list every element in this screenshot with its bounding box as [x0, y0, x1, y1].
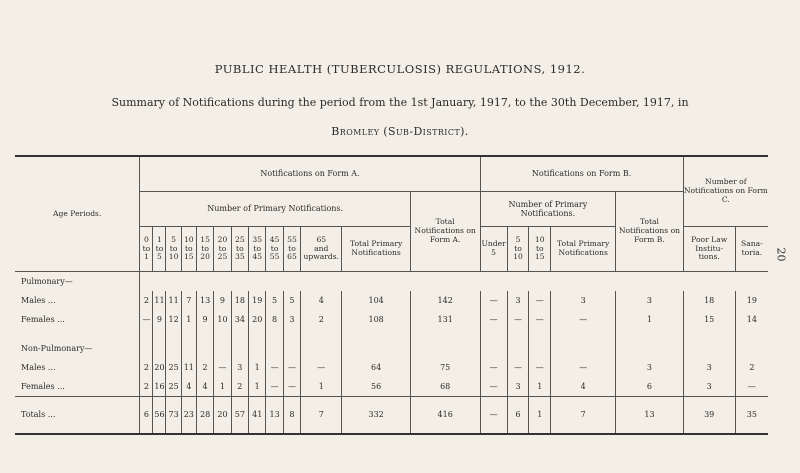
table-cell: 9: [196, 310, 213, 329]
table-cell: —: [507, 358, 529, 377]
header-primary-b: Number of Primary Notifications.: [480, 192, 616, 227]
table-cell: —: [140, 310, 153, 329]
table-cell: 3: [283, 310, 300, 329]
table-cell: 9: [214, 291, 231, 310]
table-cell: 18: [683, 291, 735, 310]
table-cell: 2: [140, 291, 153, 310]
table-cell: 142: [410, 291, 480, 310]
header-age-a-10: 65 and upwards.: [301, 227, 342, 272]
table-cell: 13: [616, 397, 683, 435]
header-age-b-0: Under 5: [480, 227, 507, 272]
row-label: Males ...: [15, 358, 140, 377]
table-row: [15, 377, 768, 397]
spacer-row: [15, 329, 768, 339]
table-cell: 75: [410, 358, 480, 377]
table-cell: 2: [140, 377, 153, 397]
table-cell: 8: [266, 310, 283, 329]
table-cell: —: [551, 358, 616, 377]
table-cell: —: [214, 358, 231, 377]
row-label: Totals ...: [15, 397, 140, 435]
table-cell: 3: [231, 358, 248, 377]
table-cell: 1: [616, 310, 683, 329]
table-cell: 2: [301, 310, 342, 329]
page-number: 20: [774, 247, 788, 262]
table-cell: 64: [342, 358, 410, 377]
table-cell: 2: [196, 358, 213, 377]
header-total-primary-b: Total Primary Notifications: [551, 227, 616, 272]
table-cell: 1: [249, 377, 266, 397]
table-cell: 416: [410, 397, 480, 435]
header-age-b-2: 10 to 15: [529, 227, 551, 272]
header-age-a-5: 20 to 25: [214, 227, 231, 272]
table-cell: 6: [140, 397, 153, 435]
table-cell: 14: [735, 310, 768, 329]
table-cell: 34: [231, 310, 248, 329]
table-cell: 1: [301, 377, 342, 397]
table-cell: 11: [181, 358, 196, 377]
table-cell: 25: [166, 377, 181, 397]
table-cell: 1: [529, 377, 551, 397]
header-total-primary-a: Total Primary Notifications: [342, 227, 410, 272]
table-cell: 23: [181, 397, 196, 435]
table-cell: 10: [214, 310, 231, 329]
header-form-b: Notifications on Form B.: [480, 156, 683, 192]
table-cell: 18: [231, 291, 248, 310]
table-cell: 7: [301, 397, 342, 435]
table-cell: 39: [683, 397, 735, 435]
table-cell: 12: [166, 310, 181, 329]
table-cell: 20: [249, 310, 266, 329]
document-subtitle: Summary of Notifications during the period from the 1st January, 1917, to the 30th December, 1917, in: [111, 96, 689, 109]
table-cell: 6: [616, 377, 683, 397]
table-cell: 7: [551, 397, 616, 435]
table-cell: 3: [683, 377, 735, 397]
table-cell: —: [551, 310, 616, 329]
table-cell: 1: [181, 310, 196, 329]
table-cell: 16: [153, 377, 166, 397]
table-cell: 13: [266, 397, 283, 435]
table-row: [15, 291, 768, 310]
table-cell: 11: [166, 291, 181, 310]
table-cell: —: [283, 377, 300, 397]
header-age-a-4: 15 to 20: [196, 227, 213, 272]
table-cell: —: [480, 310, 507, 329]
notifications-table: [15, 155, 768, 435]
table-row: [15, 310, 768, 329]
table-cell: 2: [140, 358, 153, 377]
header-sanatoria: Sana- toria.: [735, 227, 768, 272]
table-cell: 25: [166, 358, 181, 377]
table-cell: —: [266, 377, 283, 397]
header-age-a-7: 35 to 45: [249, 227, 266, 272]
header-age-a-8: 45 to 55: [266, 227, 283, 272]
table-cell: 3: [616, 358, 683, 377]
table-cell: 4: [301, 291, 342, 310]
header-age-a-6: 25 to 35: [231, 227, 248, 272]
table-cell: —: [529, 358, 551, 377]
table-cell: 6: [507, 397, 529, 435]
header-age-a-1: 1 to 5: [153, 227, 166, 272]
section-row: [15, 339, 768, 358]
table-cell: 4: [181, 377, 196, 397]
section-pulmonary: Pulmonary—: [21, 276, 73, 286]
table-cell: 7: [181, 291, 196, 310]
table-cell: 2: [735, 358, 768, 377]
table-cell: 56: [153, 397, 166, 435]
table-cell: 108: [342, 310, 410, 329]
table-cell: 3: [616, 291, 683, 310]
table-cell: 4: [196, 377, 213, 397]
document-title: PUBLIC HEALTH (TUBERCULOSIS) REGULATIONS, 1912.: [214, 62, 586, 76]
table-cell: —: [480, 397, 507, 435]
table-cell: 332: [342, 397, 410, 435]
table-cell: 68: [410, 377, 480, 397]
header-age-b-1: 5 to 10: [507, 227, 529, 272]
table-cell: —: [480, 291, 507, 310]
header-age-a-0: 0 to 1: [140, 227, 153, 272]
table-cell: 35: [735, 397, 768, 435]
table-cell: 1: [214, 377, 231, 397]
header-age-periods: Age Periods.: [15, 156, 140, 272]
header-age-a-3: 10 to 15: [181, 227, 196, 272]
row-label: Males ...: [15, 291, 140, 310]
header-age-a-9: 55 to 65: [283, 227, 300, 272]
table-cell: 9: [153, 310, 166, 329]
table-cell: 3: [683, 358, 735, 377]
district-heading: Bromley (Sub-District).: [331, 125, 469, 138]
header-form-c: Number of Notifications on Form C.: [683, 156, 768, 227]
table-cell: 5: [283, 291, 300, 310]
table-cell: 73: [166, 397, 181, 435]
table-cell: 19: [735, 291, 768, 310]
table-cell: —: [735, 377, 768, 397]
table-cell: —: [480, 377, 507, 397]
table-cell: 20: [153, 358, 166, 377]
table-cell: 1: [529, 397, 551, 435]
table-cell: 3: [507, 291, 529, 310]
header-age-a-2: 5 to 10: [166, 227, 181, 272]
table-cell: 4: [551, 377, 616, 397]
table-row: [15, 358, 768, 377]
table-cell: —: [266, 358, 283, 377]
table-cell: 28: [196, 397, 213, 435]
header-total-a: Total Notifications on Form A.: [410, 192, 480, 272]
table-cell: 104: [342, 291, 410, 310]
table-cell: —: [529, 310, 551, 329]
table-cell: 20: [214, 397, 231, 435]
table-cell: 15: [683, 310, 735, 329]
header-form-a: Notifications on Form A.: [140, 156, 480, 192]
table-cell: 131: [410, 310, 480, 329]
table-cell: 57: [231, 397, 248, 435]
table-cell: 19: [249, 291, 266, 310]
row-label: Females ...: [15, 377, 140, 397]
header-poor-law: Poor Law Institu- tions.: [683, 227, 735, 272]
table-row: [15, 397, 768, 435]
header-total-b: Total Notifications on Form B.: [616, 192, 683, 272]
table-cell: 5: [266, 291, 283, 310]
table-cell: —: [480, 358, 507, 377]
table-cell: 13: [196, 291, 213, 310]
table-cell: 56: [342, 377, 410, 397]
table-cell: 3: [551, 291, 616, 310]
row-label: Females ...: [15, 310, 140, 329]
table-cell: —: [283, 358, 300, 377]
table-cell: 41: [249, 397, 266, 435]
table-cell: —: [507, 310, 529, 329]
table-cell: 8: [283, 397, 300, 435]
section-non-pulmonary: Non-Pulmonary—: [21, 343, 93, 353]
table-cell: 3: [507, 377, 529, 397]
table-cell: 1: [249, 358, 266, 377]
table-cell: 2: [231, 377, 248, 397]
table-cell: 11: [153, 291, 166, 310]
table-cell: —: [301, 358, 342, 377]
header-primary-a: Number of Primary Notifications.: [140, 192, 410, 227]
table-cell: —: [529, 291, 551, 310]
